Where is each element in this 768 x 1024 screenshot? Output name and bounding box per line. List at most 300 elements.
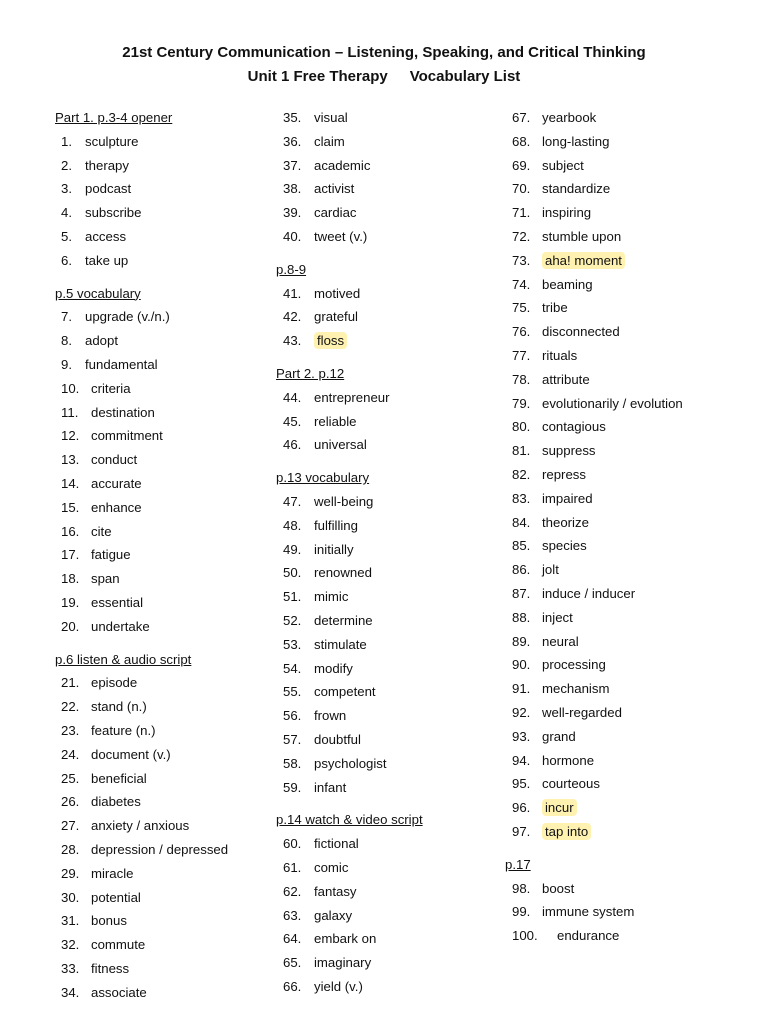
vocab-word: modify xyxy=(314,660,353,676)
vocab-word: subscribe xyxy=(85,205,142,221)
vocab-word: boost xyxy=(542,880,575,896)
vocab-item xyxy=(505,249,683,273)
item-number: 82. xyxy=(512,466,531,482)
vocab-item xyxy=(505,749,683,773)
vocab-word: commute xyxy=(91,937,146,953)
vocab-item xyxy=(276,538,423,562)
highlighted-word: floss xyxy=(314,332,347,349)
document-subtitle xyxy=(0,67,768,87)
section-heading: Part 1. p.3-4 opener xyxy=(55,110,173,125)
vocab-word: accurate xyxy=(91,475,142,491)
vocab-item xyxy=(505,177,683,201)
vocab-item xyxy=(55,249,228,273)
item-number: 22. xyxy=(61,699,80,715)
vocab-item xyxy=(505,439,683,463)
item-number: 60. xyxy=(283,836,302,852)
vocab-word: species xyxy=(542,538,587,554)
item-number: 79. xyxy=(512,395,531,411)
vocab-word: neural xyxy=(542,633,579,649)
vocab-item xyxy=(276,386,423,410)
vocab-item xyxy=(276,561,423,585)
item-number: 53. xyxy=(283,636,302,652)
vocab-item xyxy=(505,796,683,820)
highlighted-word: aha! moment xyxy=(542,252,625,269)
item-number: 74. xyxy=(512,276,531,292)
item-number: 95. xyxy=(512,776,531,792)
item-number: 72. xyxy=(512,228,531,244)
item-number: 59. xyxy=(283,779,302,795)
vocab-word: stumble upon xyxy=(542,228,622,244)
vocab-word: courteous xyxy=(542,776,600,792)
item-number: 88. xyxy=(512,609,531,625)
vocab-word: commitment xyxy=(91,428,163,444)
vocab-item xyxy=(55,305,228,329)
vocab-item xyxy=(505,677,683,701)
item-number: 55. xyxy=(283,684,302,700)
item-number: 38. xyxy=(283,181,302,197)
vocab-item xyxy=(276,585,423,609)
vocab-item xyxy=(505,653,683,677)
vocab-word: embark on xyxy=(314,931,377,947)
vocab-item xyxy=(505,900,683,924)
vocab-word: beneficial xyxy=(91,770,147,786)
vocab-item xyxy=(505,487,683,511)
item-number: 34. xyxy=(61,984,80,1000)
vocab-word: stand (n.) xyxy=(91,699,147,715)
vocab-item xyxy=(276,329,423,353)
unit-title: Unit 1 Free Therapy xyxy=(247,68,388,85)
vocab-item xyxy=(55,719,228,743)
vocab-item xyxy=(55,615,228,639)
item-number: 91. xyxy=(512,681,531,697)
vocab-word: podcast xyxy=(85,181,132,197)
vocab-word: yield (v.) xyxy=(314,978,363,994)
item-number: 45. xyxy=(283,413,302,429)
vocab-item xyxy=(276,433,423,457)
vocab-item xyxy=(276,904,423,928)
vocab-item xyxy=(505,273,683,297)
item-number: 13. xyxy=(61,452,80,468)
vocab-word: attribute xyxy=(542,371,590,387)
item-number: 6. xyxy=(61,252,72,268)
vocab-item xyxy=(55,790,228,814)
vocab-item xyxy=(505,392,683,416)
vocab-item xyxy=(505,582,683,606)
vocab-word: grand xyxy=(542,728,576,744)
vocab-item xyxy=(55,909,228,933)
vocab-word: feature (n.) xyxy=(91,722,156,738)
vocab-item xyxy=(55,130,228,154)
item-number: 96. xyxy=(512,800,531,816)
item-number: 17. xyxy=(61,547,80,563)
vocab-item xyxy=(276,951,423,975)
item-number: 48. xyxy=(283,517,302,533)
vocab-word: take up xyxy=(85,252,129,268)
vocab-item xyxy=(55,401,228,425)
vocab-word: theorize xyxy=(542,514,589,530)
vocab-word: hormone xyxy=(542,752,595,768)
vocab-word: mechanism xyxy=(542,681,610,697)
item-number: 69. xyxy=(512,157,531,173)
item-number: 39. xyxy=(283,205,302,221)
vocab-item xyxy=(505,701,683,725)
vocab-item xyxy=(55,981,228,1005)
item-number: 81. xyxy=(512,443,531,459)
vocab-item xyxy=(276,514,423,538)
vocab-word: anxiety / anxious xyxy=(91,818,190,834)
vocab-word: claim xyxy=(314,133,345,149)
vocab-item xyxy=(505,320,683,344)
highlighted-word: tap into xyxy=(542,823,591,840)
item-number: 4. xyxy=(61,205,72,221)
vocab-item xyxy=(55,767,228,791)
vocab-word: motived xyxy=(314,285,361,301)
item-number: 1. xyxy=(61,133,72,149)
item-number: 80. xyxy=(512,419,531,435)
item-number: 67. xyxy=(512,110,531,125)
vocab-word: diabetes xyxy=(91,794,141,810)
vocab-word: fulfilling xyxy=(314,517,358,533)
vocab-word: well-being xyxy=(314,493,374,509)
vocab-word: destination xyxy=(91,404,155,420)
vocabulary-column-3 xyxy=(505,106,683,948)
vocab-item xyxy=(55,543,228,567)
item-number: 78. xyxy=(512,371,531,387)
vocab-item xyxy=(55,225,228,249)
item-number: 35. xyxy=(283,110,302,125)
item-number: 36. xyxy=(283,133,302,149)
vocab-word: visual xyxy=(314,110,348,125)
item-number: 92. xyxy=(512,704,531,720)
document-title: 21st Century Communication – Listening, Speaking, and Critical Thinking xyxy=(122,44,646,61)
vocab-item xyxy=(505,368,683,392)
item-number: 30. xyxy=(61,889,80,905)
vocab-item xyxy=(505,558,683,582)
vocab-word: stimulate xyxy=(314,636,367,652)
vocab-item xyxy=(55,448,228,472)
item-number: 32. xyxy=(61,937,80,953)
vocab-item xyxy=(276,130,423,154)
vocab-word: sculpture xyxy=(85,133,139,149)
item-number: 33. xyxy=(61,960,80,976)
vocab-word: mimic xyxy=(314,589,349,605)
item-number: 57. xyxy=(283,731,302,747)
vocab-item xyxy=(505,924,683,948)
vocab-word: inject xyxy=(542,609,573,625)
vocab-word: endurance xyxy=(557,928,620,944)
item-number: 29. xyxy=(61,865,80,881)
item-number: 42. xyxy=(283,309,302,325)
item-number: 2. xyxy=(61,157,72,173)
vocab-word: fictional xyxy=(314,836,359,852)
vocab-word: episode xyxy=(91,675,138,691)
vocab-word: imaginary xyxy=(314,955,372,971)
section-heading: p.13 vocabulary xyxy=(276,470,370,486)
vocab-item xyxy=(276,856,423,880)
vocab-item xyxy=(55,329,228,353)
item-number: 56. xyxy=(283,708,302,724)
vocab-item xyxy=(505,296,683,320)
vocab-item xyxy=(276,832,423,856)
vocab-item xyxy=(505,630,683,654)
vocab-item xyxy=(276,490,423,514)
item-number: 24. xyxy=(61,746,80,762)
vocab-word: depression / depressed xyxy=(91,841,229,857)
item-number: 31. xyxy=(61,913,80,929)
vocab-item xyxy=(276,728,423,752)
vocab-word: access xyxy=(85,228,127,244)
vocab-word: processing xyxy=(542,657,606,673)
vocab-item xyxy=(276,225,423,249)
vocab-word: cardiac xyxy=(314,205,357,221)
vocab-item xyxy=(55,862,228,886)
item-number: 94. xyxy=(512,752,531,768)
item-number: 54. xyxy=(283,660,302,676)
vocab-word: associate xyxy=(91,984,147,1000)
vocab-word: inspiring xyxy=(542,205,592,221)
item-number: 52. xyxy=(283,612,302,628)
vocab-word: enhance xyxy=(91,499,142,515)
vocab-word: beaming xyxy=(542,276,593,292)
item-number: 41. xyxy=(283,285,302,301)
item-number: 26. xyxy=(61,794,80,810)
vocab-word: induce / inducer xyxy=(542,585,636,601)
item-number: 61. xyxy=(283,859,302,875)
vocab-item xyxy=(55,814,228,838)
vocab-item xyxy=(276,704,423,728)
list-title: Vocabulary List xyxy=(409,68,521,85)
vocab-word: entrepreneur xyxy=(314,389,390,405)
vocab-item xyxy=(276,201,423,225)
item-number: 16. xyxy=(61,523,80,539)
item-number: 50. xyxy=(283,565,302,581)
item-number: 20. xyxy=(61,618,80,634)
vocab-word: well-regarded xyxy=(542,704,622,720)
vocab-item xyxy=(276,680,423,704)
item-number: 18. xyxy=(61,571,80,587)
item-number: 37. xyxy=(283,157,302,173)
item-number: 85. xyxy=(512,538,531,554)
vocab-word: fantasy xyxy=(314,883,357,899)
vocab-item xyxy=(505,725,683,749)
vocab-word: document (v.) xyxy=(91,746,171,762)
item-number: 11. xyxy=(61,404,79,420)
item-number: 75. xyxy=(512,300,531,316)
item-number: 3. xyxy=(61,181,72,197)
section-heading: p.5 vocabulary xyxy=(55,285,141,301)
vocab-word: criteria xyxy=(91,380,131,396)
vocab-item xyxy=(276,752,423,776)
vocab-item xyxy=(276,106,423,130)
item-number: 12. xyxy=(61,428,80,444)
vocab-item xyxy=(55,201,228,225)
vocab-word: yearbook xyxy=(542,110,597,125)
vocab-word: academic xyxy=(314,157,371,173)
item-number: 7. xyxy=(61,309,72,325)
vocab-item xyxy=(276,410,423,434)
vocab-word: fatigue xyxy=(91,547,131,563)
vocab-word: conduct xyxy=(91,452,138,468)
vocab-word: undertake xyxy=(91,618,150,634)
vocab-word: frown xyxy=(314,708,347,724)
item-number: 19. xyxy=(61,594,80,610)
vocab-item xyxy=(55,933,228,957)
item-number: 15. xyxy=(61,499,80,515)
vocab-item xyxy=(505,201,683,225)
vocab-word: renowned xyxy=(314,565,372,581)
vocab-word: fitness xyxy=(91,960,130,976)
section-heading: p.6 listen & audio script xyxy=(55,651,192,667)
vocab-item xyxy=(55,496,228,520)
item-number: 73. xyxy=(512,252,531,268)
vocab-item xyxy=(505,154,683,178)
item-number: 97. xyxy=(512,823,531,839)
vocab-word: universal xyxy=(314,437,367,453)
vocab-word: initially xyxy=(314,541,354,557)
vocab-item xyxy=(276,880,423,904)
item-number: 65. xyxy=(283,955,302,971)
item-number: 62. xyxy=(283,883,302,899)
vocab-item xyxy=(55,567,228,591)
section-heading: Part 2. p.12 xyxy=(276,365,345,381)
item-number: 21. xyxy=(61,675,80,691)
vocab-item xyxy=(55,591,228,615)
vocab-word: infant xyxy=(314,779,347,795)
vocab-word: determine xyxy=(314,612,373,628)
vocab-word: activist xyxy=(314,181,355,197)
item-number: 8. xyxy=(61,333,72,349)
vocab-word: doubtful xyxy=(314,731,361,747)
vocab-item xyxy=(276,177,423,201)
vocab-item xyxy=(505,344,683,368)
item-number: 10. xyxy=(61,380,80,396)
vocab-word: subject xyxy=(542,157,584,173)
item-number: 63. xyxy=(283,907,302,923)
vocab-item xyxy=(505,463,683,487)
vocab-word: cite xyxy=(91,523,112,539)
item-number: 49. xyxy=(283,541,302,557)
item-number: 46. xyxy=(283,437,302,453)
vocab-word: fundamental xyxy=(85,356,158,372)
vocab-word: therapy xyxy=(85,157,129,173)
vocab-item xyxy=(505,772,683,796)
vocab-item xyxy=(505,130,683,154)
vocab-word: repress xyxy=(542,466,586,482)
vocab-item xyxy=(55,353,228,377)
vocab-word: galaxy xyxy=(314,907,353,923)
item-number: 66. xyxy=(283,978,302,994)
item-number: 64. xyxy=(283,931,302,947)
item-number: 5. xyxy=(61,228,72,244)
vocab-word: span xyxy=(91,571,120,587)
vocab-item xyxy=(55,424,228,448)
vocab-item xyxy=(505,225,683,249)
vocab-word: reliable xyxy=(314,413,357,429)
item-number: 87. xyxy=(512,585,531,601)
item-number: 68. xyxy=(512,133,531,149)
vocab-word: contagious xyxy=(542,419,606,435)
item-number: 70. xyxy=(512,181,531,197)
item-number: 86. xyxy=(512,562,531,578)
vocab-word: evolutionarily / evolution xyxy=(542,395,683,411)
vocab-item xyxy=(55,886,228,910)
item-number: 51. xyxy=(283,589,302,605)
item-number: 28. xyxy=(61,841,80,857)
item-number: 14. xyxy=(61,475,80,491)
item-number: 100. xyxy=(512,928,538,944)
item-number: 9. xyxy=(61,356,72,372)
vocabulary-column-2 xyxy=(276,106,423,999)
vocab-item xyxy=(55,671,228,695)
item-number: 99. xyxy=(512,904,531,920)
item-number: 83. xyxy=(512,490,531,506)
vocab-item xyxy=(505,106,683,130)
vocab-item xyxy=(55,154,228,178)
vocab-word: tribe xyxy=(542,300,568,316)
vocab-word: bonus xyxy=(91,913,127,929)
vocab-item xyxy=(276,975,423,999)
item-number: 23. xyxy=(61,722,80,738)
vocab-item xyxy=(55,472,228,496)
vocab-item xyxy=(276,776,423,800)
vocab-item xyxy=(505,511,683,535)
item-number: 84. xyxy=(512,514,531,530)
highlighted-word: incur xyxy=(542,799,577,816)
section-heading: p.8-9 xyxy=(276,261,307,277)
vocab-word: impaired xyxy=(542,490,593,506)
item-number: 71. xyxy=(512,205,531,221)
item-number: 27. xyxy=(61,818,80,834)
vocab-item xyxy=(55,377,228,401)
vocab-word: long-lasting xyxy=(542,133,610,149)
vocab-item xyxy=(505,534,683,558)
vocab-item xyxy=(276,609,423,633)
vocab-word: tweet (v.) xyxy=(314,228,368,244)
vocab-word: upgrade (v./n.) xyxy=(85,309,170,325)
vocab-item xyxy=(276,305,423,329)
vocab-word: jolt xyxy=(542,562,559,578)
vocab-word: adopt xyxy=(85,333,119,349)
section-heading: p.14 watch & video script xyxy=(276,812,423,828)
vocab-item xyxy=(276,633,423,657)
vocab-item xyxy=(276,282,423,306)
vocab-item xyxy=(55,520,228,544)
vocab-word: comic xyxy=(314,859,349,875)
vocab-item xyxy=(55,838,228,862)
vocab-word: miracle xyxy=(91,865,134,881)
item-number: 76. xyxy=(512,324,531,340)
vocab-item xyxy=(276,927,423,951)
item-number: 90. xyxy=(512,657,531,673)
item-number: 47. xyxy=(283,493,302,509)
vocab-word: standardize xyxy=(542,181,611,197)
section-heading: p.17 xyxy=(505,856,531,872)
vocab-item xyxy=(55,695,228,719)
vocab-item xyxy=(276,154,423,178)
vocab-word: grateful xyxy=(314,309,358,325)
vocab-item xyxy=(55,743,228,767)
vocabulary-column-1 xyxy=(55,106,228,1004)
vocab-item xyxy=(505,606,683,630)
vocab-word: psychologist xyxy=(314,755,387,771)
item-number: 25. xyxy=(61,770,80,786)
vocab-item xyxy=(505,820,683,844)
vocab-word: suppress xyxy=(542,443,596,459)
vocab-item xyxy=(55,177,228,201)
vocab-word: potential xyxy=(91,889,141,905)
vocab-item xyxy=(55,957,228,981)
vocab-word: disconnected xyxy=(542,324,620,340)
